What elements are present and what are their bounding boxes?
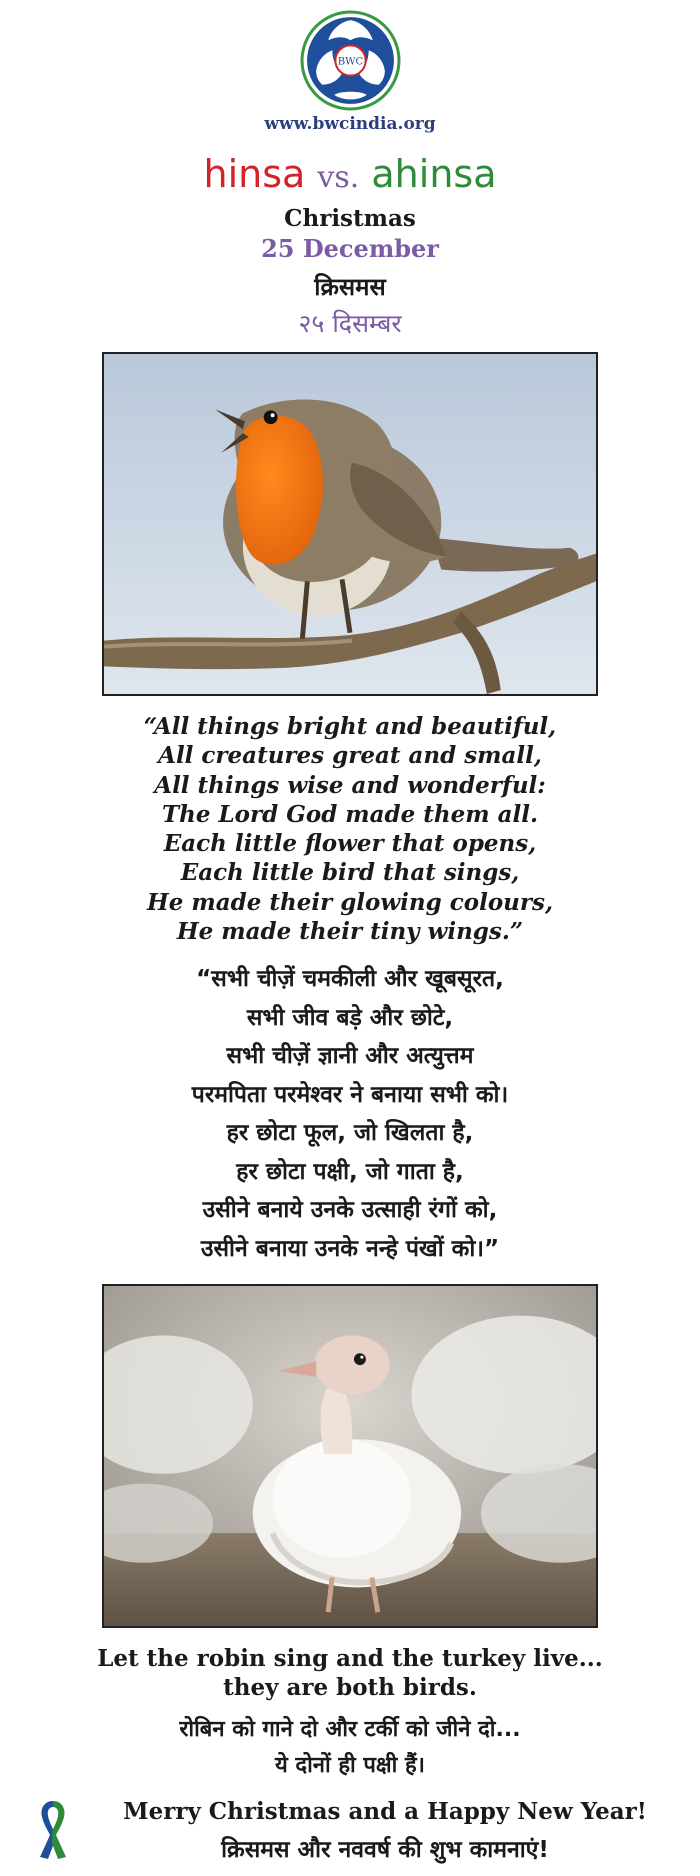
poem-hi-line: सभी चीज़ें ज्ञानी और अत्युत्तम: [226, 1043, 474, 1069]
slogan-hi-line: रोबिन को गाने दो और टर्की को जीने दो...: [179, 1717, 521, 1742]
event-name-en: Christmas: [284, 205, 416, 232]
poem-en-line: He made their glowing colours,: [147, 888, 553, 916]
poem-hi-line: उसीने बनाया उनके नन्हे पंखों को।”: [200, 1235, 500, 1262]
headline-vs: vs.: [317, 160, 360, 195]
event-date-hi: २५ दिसम्बर: [298, 309, 402, 338]
robin-photo: [102, 352, 598, 696]
poem-hi-line: सभी जीव बड़े और छोटे,: [246, 1004, 454, 1031]
bwc-logo-icon: [300, 10, 401, 111]
event-name-hi: क्रिसमस: [314, 273, 386, 301]
headline-hinsa: hinsa: [203, 152, 306, 196]
poem-en-line: Each little bird that sings,: [180, 859, 520, 887]
turkey-chick-photo: [102, 1284, 598, 1628]
poem-en-line: All things wise and wonderful:: [154, 771, 546, 799]
poem-english: [0, 712, 700, 946]
slogan-hi-line: ये दोनों ही पक्षी हैं।: [274, 1753, 426, 1778]
poem-hi-line: हर छोटा पक्षी, जो गाता है,: [236, 1158, 464, 1185]
awareness-ribbon-icon: [36, 1797, 70, 1861]
greeting-hindi: क्रिसमस और नववर्ष की शुभ कामनाएं!: [221, 1837, 549, 1863]
poem-en-line: All creatures great and small,: [158, 742, 542, 770]
poem-hi-line: हर छोटा फूल, जो खिलता है,: [226, 1120, 474, 1146]
website-url: www.bwcindia.org: [264, 114, 436, 134]
slogan-en-line: they are both birds.: [223, 1674, 477, 1701]
poem-hi-line: परमपिता परमेश्वर ने बनाया सभी को।: [191, 1081, 509, 1108]
headline: [0, 152, 700, 200]
logo-text: BWC: [337, 56, 364, 68]
poem-hindi: [0, 960, 700, 1268]
slogan-hindi: [0, 1712, 700, 1784]
poem-hi-line: उसीने बनाये उनके उत्साही रंगों को,: [202, 1197, 498, 1223]
greeting-english: Merry Christmas and a Happy New Year!: [123, 1798, 647, 1825]
poem-en-line: Each little flower that opens,: [163, 830, 537, 858]
poem-hi-line: “सभी चीज़ें चमकीली और खूबसूरत,: [196, 966, 504, 992]
event-date-en: 25 December: [261, 234, 439, 263]
headline-ahinsa: ahinsa: [371, 152, 497, 196]
slogan-en-line: Let the robin sing and the turkey live...: [97, 1645, 603, 1672]
poem-en-line: “All things bright and beautiful,: [143, 713, 557, 740]
poem-en-line: He made their tiny wings.”: [176, 918, 524, 946]
poem-en-line: The Lord God made them all.: [162, 800, 538, 828]
slogan-english: [0, 1644, 700, 1702]
